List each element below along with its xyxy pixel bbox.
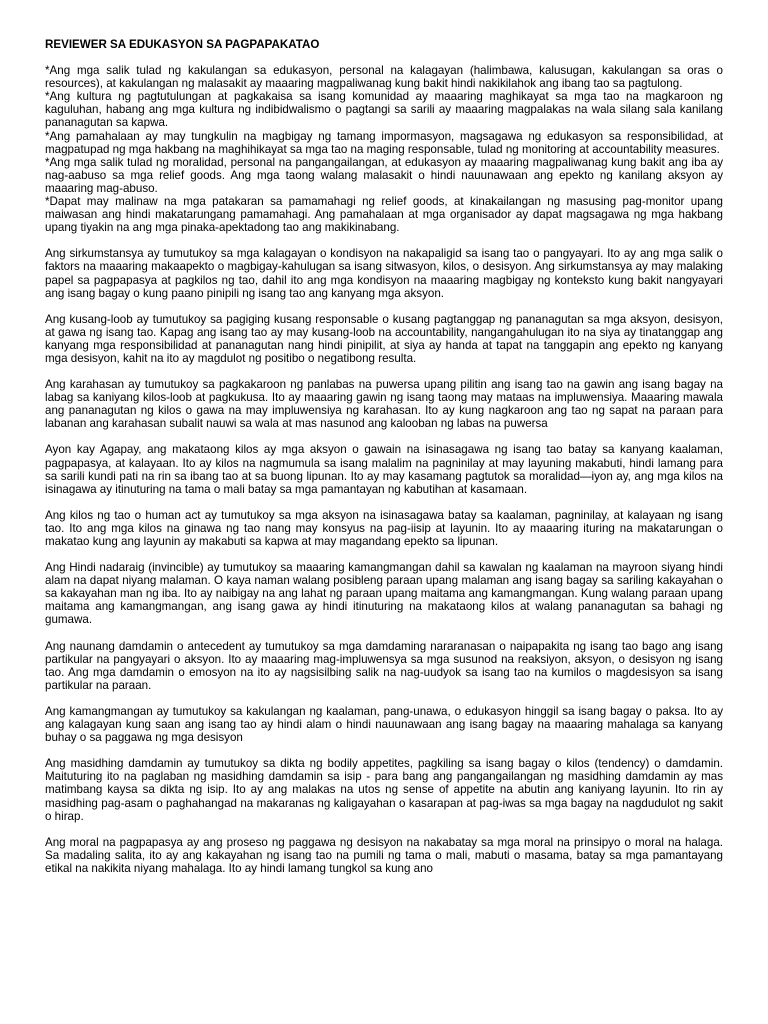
paragraph-makataong-kilos: Ayon kay Agapay, ang makataong kilos ay mga aksyon o gawain na isinasagawa ng isang tao batay sa kanyang kaalaman, pagpapasya, at kalayaan. Ito ay kilos na nagmumula sa isang malalim na pagninilay at may layuning makabuti, hindi lamang para sa sarili kundi pati na rin sa ibang tao at sa buong lipunan. Ito ay may kasamang pagtutok sa moralidad—iyon ay, ang mga kilos na isinagawa ay itinuturing na tama o mali batay sa mga pamantayan ng kabutihan at kasamaan. xyxy=(45,443,723,496)
bullet-item: *Ang pamahalaan ay may tungkulin na magbigay ng tamang impormasyon, magsagawa ng edukasyon sa responsibilidad, at magpatupad ng mga hakbang na maghihikayat sa mga tao na maging responsable, tulad ng monitoring at accountability measures. xyxy=(45,129,723,156)
paragraph-kusang-loob: Ang kusang-loob ay tumutukoy sa pagiging kusang responsable o kusang pagtanggap ng pananagutan sa mga aksyon, desisyon, at gawa ng isang tao. Kapag ang isang tao ay may kusang-loob na accountability, nangangahulugan ito na siya ay tinatanggap ang kanyang mga responsibilidad at pananagutan nang hindi pinipilit, at siya ay handa at tapat na tanggapin ang epekto ng kanyang mga desisyon, kahit na ito ay magdulot ng positibo o negatibong resulta. xyxy=(45,312,723,365)
bullet-item: *Ang mga salik tulad ng kakulangan sa edukasyon, personal na kalagayan (halimbawa, kalusugan, kakulangan sa oras o resources), at kakulangan ng malasakit ay maaaring magpaliwanag kung bakit hindi nakikilahok ang ibang tao sa pagtulong. xyxy=(45,64,723,91)
paragraph-naunang-damdamin: Ang naunang damdamin o antecedent ay tumutukoy sa mga damdaming nararanasan o naipapakita ng isang tao bago ang isang partikular na pangyayari o aksyon. Ito ay maaaring mag-impluwensya sa mga susunod na reaksiyon, aksyon, o desisyon ng isang tao. Ang mga damdamin o emosyon na ito ay nagsisilbing salik na nag-uudyok sa isang tao na kumilos o magdesisyon sa isang partikular na paraan. xyxy=(45,639,723,692)
bullet-item: *Ang kultura ng pagtutulungan at pagkakaisa sa isang komunidad ay maaaring maghikayat sa mga tao na magkaroon ng kaguluhan, habang ang mga kultura ng indibidwalismo o pagtangi sa sarili ay maaaring magpalakas na wala silang sala kanilang pananagutan sa kapwa. xyxy=(45,90,723,130)
bullet-item: *Ang mga salik tulad ng moralidad, personal na pangangailangan, at edukasyon ay maaaring magpaliwanag kung bakit ang iba ay nag-aabuso sa mga relief goods. Ang mga taong walang malasakit o hindi nauunawaan ang epekto ng kanilang aksyon ay maaaring mag-abuso. xyxy=(45,155,723,195)
paragraph-human-act: Ang kilos ng tao o human act ay tumutukoy sa mga aksyon na isinasagawa batay sa kaalaman, pagninilay, at kalayaan ng isang tao. Ito ang mga kilos na ginawa ng tao nang may konsyus na pag-iisip at layunin. Ito ay maaaring ituring na makatarungan o makatao kung ang layunin ay makabuti sa kapwa at may magandang epekto sa lipunan. xyxy=(45,508,723,548)
bullet-item: *Dapat may malinaw na mga patakaran sa pamamahagi ng relief goods, at kinakailangan ng masusing pag-monitor upang maiwasan ang hindi makatarungang pamamahagi. Ang pamahalaan at mga organisador ay dapat magsagawa ng mga hakbang upang tiyakin na ang mga pinaka-apektadong tao ang makikinabang. xyxy=(45,195,723,235)
paragraph-moral-na-pagpapasya: Ang moral na pagpapasya ay ang proseso ng paggawa ng desisyon na nakabatay sa mga moral na prinsipyo o moral na halaga. Sa madaling salita, ito ay ang kakayahan ng isang tao na pumili ng tama o mali, mabuti o masama, batay sa mga pamantayang etikal na nakikita niyang mahalaga. Ito ay hindi lamang tungkol sa kung ano xyxy=(45,835,723,875)
bullet-section xyxy=(45,64,723,234)
paragraph-karahasan: Ang karahasan ay tumutukoy sa pagkakaroon ng panlabas na puwersa upang pilitin ang isang tao na gawin ang isang bagay na labag sa kaniyang kilos-loob at pagkukusa. Ito ay maaaring gawin ng isang taong may mataas na impluwensiya. Maaaring mawala ang pananagutan ng kilos o gawa na may impluwensiya ng karahasan. Ito ay kung nagkaroon ang tao ng sapat na paraan para labanan ang karahasan subalit nauwi sa wala at mas nasunod ang kalooban ng labas na puwersa xyxy=(45,378,723,431)
paragraph-masidhing-damdamin: Ang masidhing damdamin ay tumutukoy sa dikta ng bodily appetites, pagkiling sa isang bagay o kilos (tendency) o damdamin. Maituturing ito na paglaban ng masidhing damdamin sa isip - para bang ang pangangailangan ng masidhing damdamin ay mas matimbang kaysa sa dikta ng isip. Ito ay ang malakas na utos ng sense of appetite na abutin ang kaniyang layunin. Ito rin ay masidhing pag-asam o paghahangad na makaranas ng kaligayahan o kasarapan at pag-iwas sa mga bagay na nagdudulot ng sakit o hirap. xyxy=(45,757,723,823)
document-title: REVIEWER SA EDUKASYON SA PAGPAPAKATAO xyxy=(45,38,320,51)
paragraph-kamangmangan: Ang kamangmangan ay tumutukoy sa kakulangan ng kaalaman, pang-unawa, o edukasyon hinggil sa isang bagay o paksa. Ito ay ang kalagayan kung saan ang isang tao ay hindi alam o hindi nauunawaan ang isang bagay na maaaring mahalaga sa kanyang buhay o sa paggawa ng mga desisyon xyxy=(45,704,723,745)
paragraph-hindi-nadaraig: Ang Hindi nadaraig (invincible) ay tumutukoy sa maaaring kamangmangan dahil sa kawalan ng kaalaman na mayroon siyang hindi alam na dapat niyang malaman. O kaya naman walang posibleng paraan upang malaman ang isang bagay sa sariling kakayahan o sa kakayahan man ng iba. Ito ay naibigay na ang lahat ng paraan upang maitama ang kamangmangan. Kung walang paraan upang maitama ang kamangmangan, ang isang gawa ay hindi itinuturing na makataong kilos at walang pananagutan sa bahagi ng gumawa. xyxy=(45,561,723,627)
paragraph-sirkumstansya: Ang sirkumstansya ay tumutukoy sa mga kalagayan o kondisyon na nakapaligid sa isang tao o pangyayari. Ito ay ang mga salik o faktors na maaaring makaapekto o magbigay-kahulugan sa isang sitwasyon, kilos, o desisyon. Ang sirkumstansya ay may malaking papel sa pagpapasya at pagkilos ng tao, dahil ito ang mga kondisyon na maaaring magbigay ng konteksto kung bakit nangyayari ang isang bagay o kung paano pinipili ng isang tao ang kanyang mga aksyon. xyxy=(45,247,723,300)
